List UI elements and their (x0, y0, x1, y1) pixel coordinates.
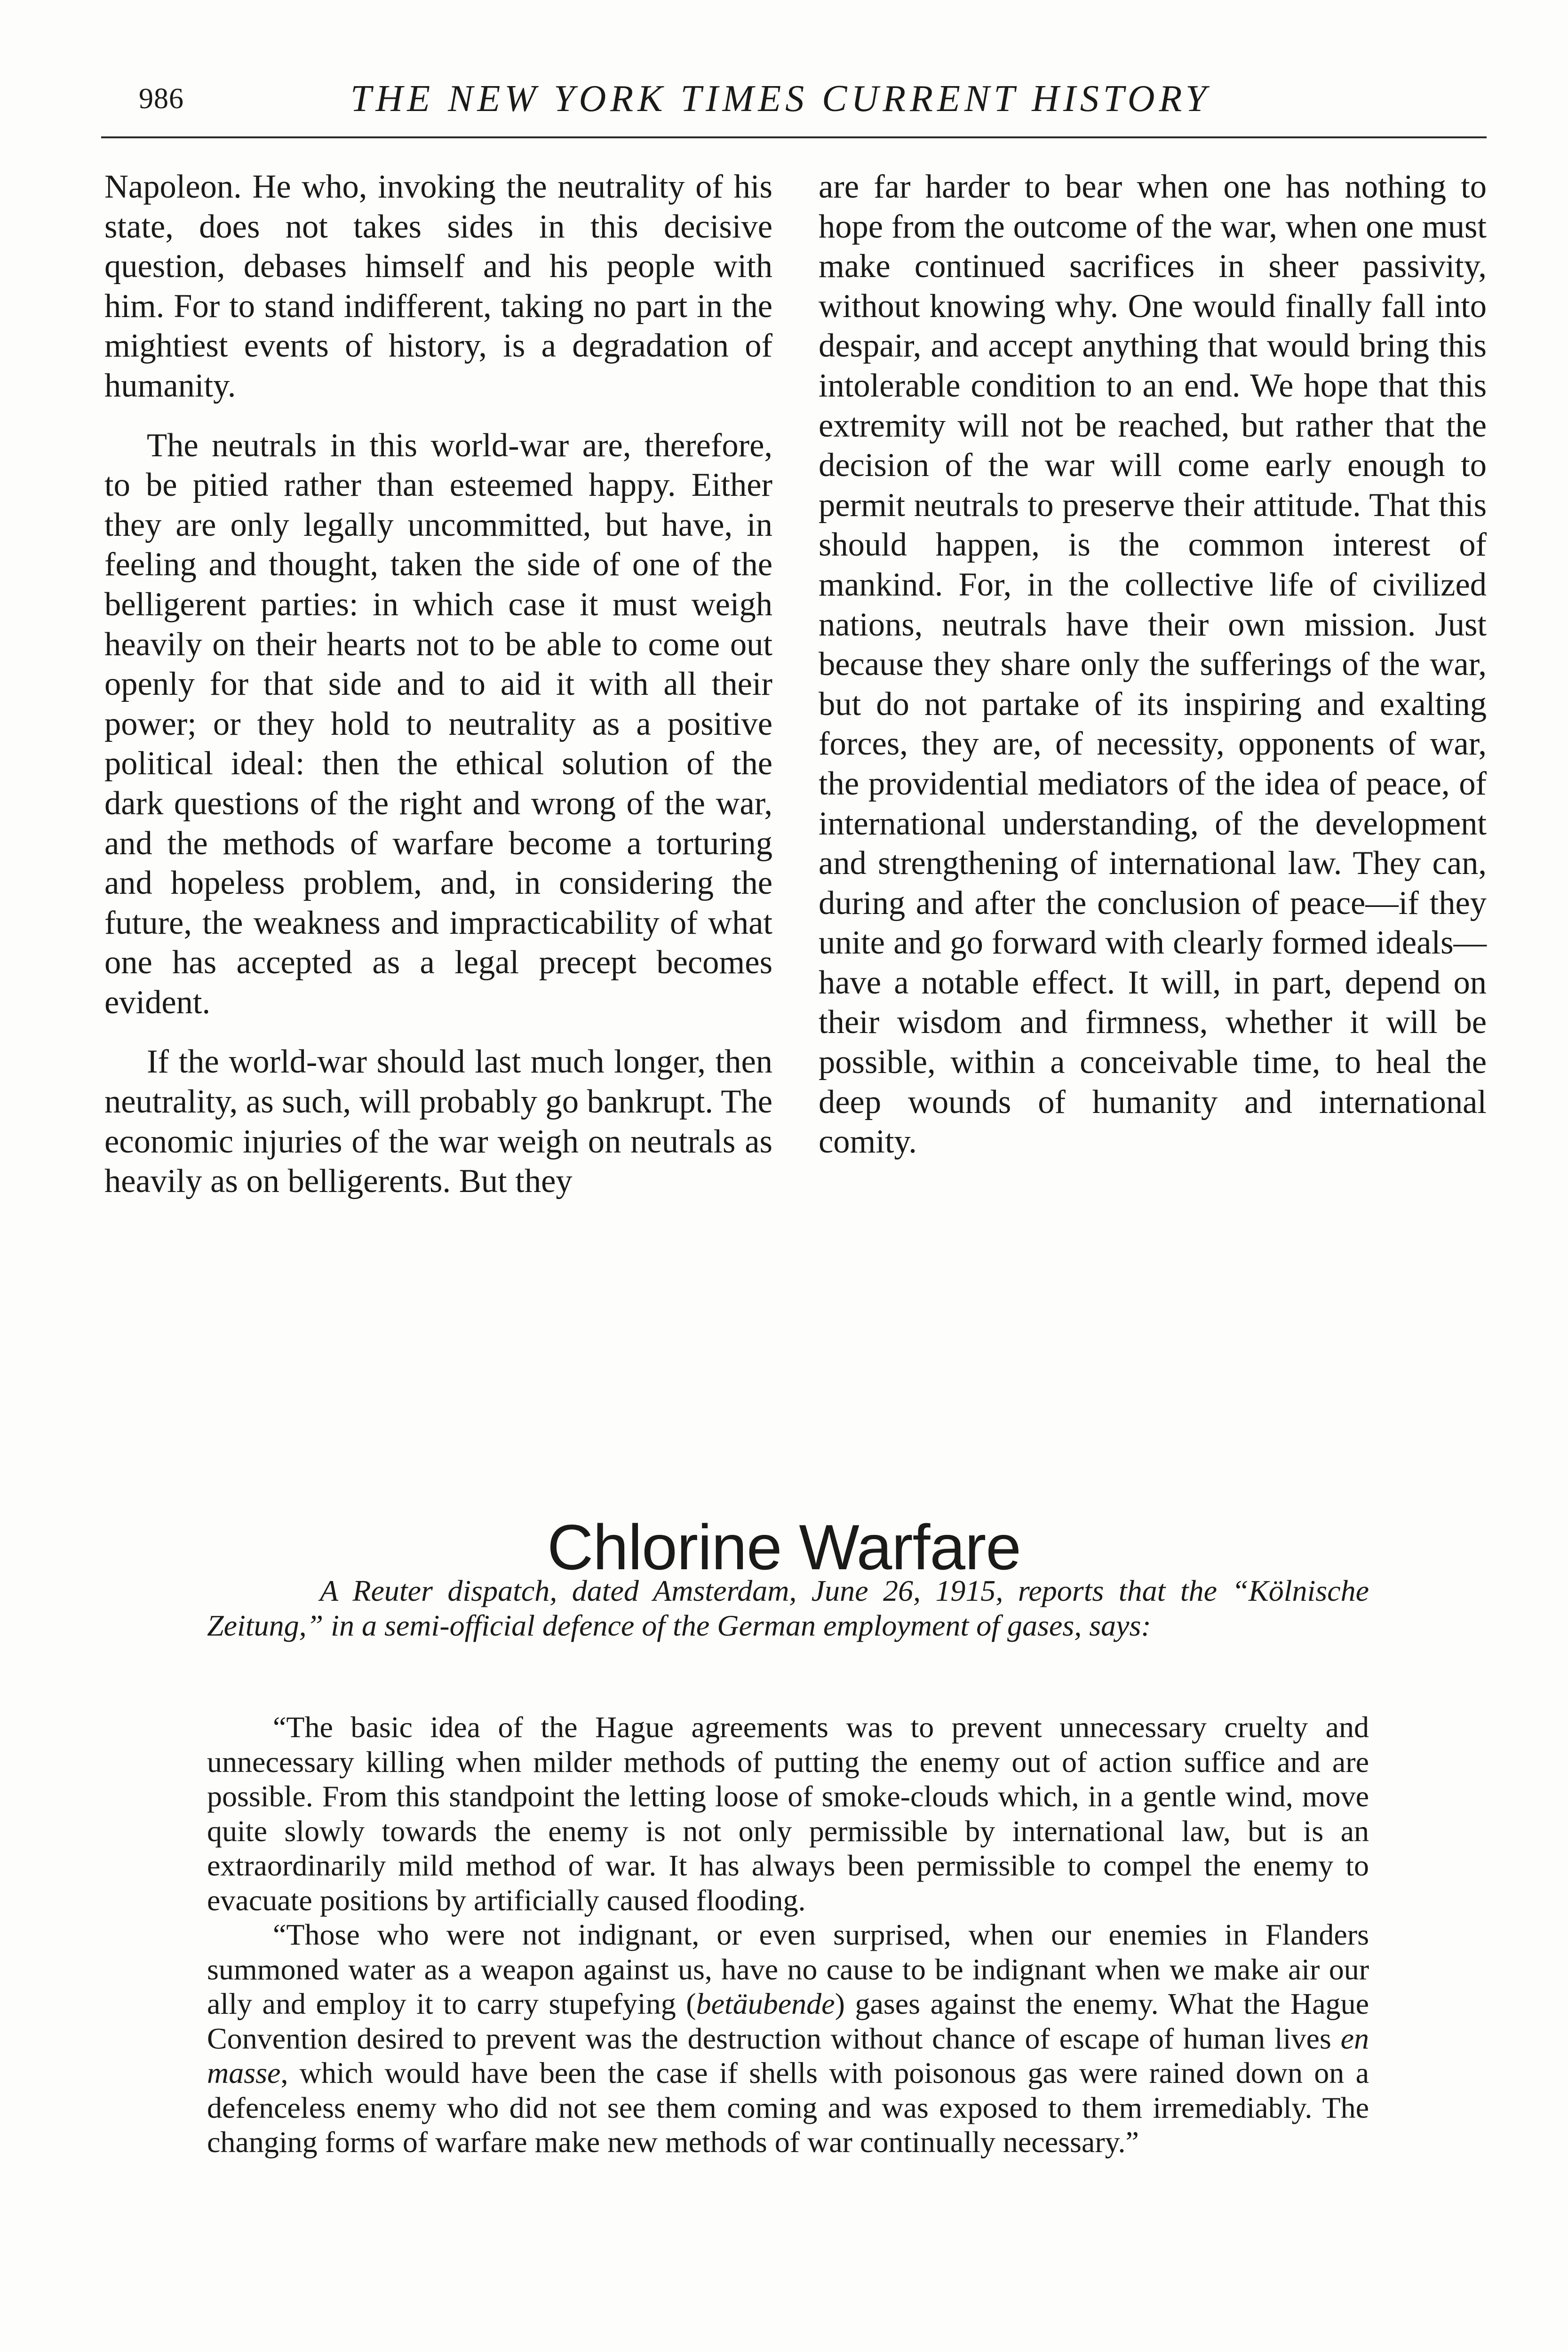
article-body (207, 1710, 1369, 2160)
paragraph-gap (104, 406, 772, 426)
text-run: ) gases against the enemy. What the Hague Convention desired to prevent was the destruction without chance of escape of human lives (207, 1987, 1369, 2055)
header-rule (101, 136, 1487, 138)
page-header (101, 78, 1487, 129)
running-head: THE NEW YORK TIMES CURRENT HISTORY (350, 78, 1211, 119)
article-paragraph-1: “The basic idea of the Hague agreements was to prevent unnecessary cruelty and unnecessary killing when milder methods of putting the enemy out of action suffice and are possible. From this standpoint the letting loose of smoke-clouds which, in a gentle wind, move quite slowly towards the enemy is not only permissible by international law, but is an extraordinarily mild method of war. It has always been permissible to compel the enemy to evacuate positions by artificially caused flooding. (207, 1710, 1369, 1917)
italic-term-en-masse: en masse (207, 2021, 1369, 2090)
text-run: , which would have been the case if shells with poisonous gas were rained down on a defenceless enemy who did not see them coming and was exposed to them irremediably. The changing forms of warfare make new methods of war continually necessary.” (207, 2056, 1369, 2159)
left-paragraph-1: Napoleon. He who, invoking the neutrality of his state, does not takes sides in this decisive question, debases himself and his people with him. For to stand indifferent, taking no part in the mightiest events of history, is a degradation of humanity. (104, 168, 772, 404)
italic-term-betaubende: betäubende (696, 1987, 835, 2020)
article-paragraph-2 (207, 1917, 1369, 2160)
article-intro: A Reuter dispatch, dated Amsterdam, June 26, 1915, reports that the “Kölnische Zeitung,” in a semi-official defence of the German employment of gases, says: (207, 1574, 1369, 1642)
text-run: “Those who were not indignant, or even surprised, when our enemies in Flanders summoned water as a weapon against us, have no cause to be indignant when we make air our ally and employ it to carry stupefying ( (207, 1918, 1369, 2020)
page-number: 986 (139, 83, 184, 115)
right-column (819, 167, 1487, 1162)
left-paragraph-2: The neutrals in this world-war are, therefore, to be pitied rather than esteemed happy. Either they are only legally uncommitted, but have, in feeling and thought, taken the side of one of the belligerent parties: in which case it must weigh heavily on their hearts not to be able to come out openly for that side and to aid it with all their power; or they hold to neutrality as a positive political ideal: then the ethical solution of the dark questions of the right and wrong of the war, and the methods of warfare become a torturing and hopeless problem, and, in considering the future, the weakness and impracticability of what one has accepted as a legal precept becomes evident. (104, 427, 772, 1021)
article-title: Chlorine Warfare (547, 1511, 1021, 1583)
left-column (104, 167, 772, 1201)
right-paragraph-1: are far harder to bear when one has nothing to hope from the outcome of the war, when one must make continued sacrifices in sheer passivity, without knowing why. One would finally fall into despair, and accept anything that would bring this intolerable condition to an end. We hope that this extremity will not be reached, but rather that the decision of the war will come early enough to permit neutrals to preserve their attitude. That this should happen, is the common interest of mankind. For, in the collective life of civilized nations, neutrals have their own mission. Just because they share only the sufferings of the war, but do not partake of its inspiring and exalting forces, they are, of necessity, opponents of war, the providential mediators of the idea of peace, of international understanding, of the development and strengthening of international law. They can, during and after the conclusion of peace—if they unite and go forward with clearly formed ideals—have a notable effect. It will, in part, depend on their wisdom and firmness, whether it will be possible, within a conceivable time, to heal the deep wounds of humanity and international comity. (819, 168, 1487, 1160)
paragraph-gap (104, 1022, 772, 1042)
left-paragraph-3: If the world-war should last much longer, then neutrality, as such, will probably go bankrupt. The economic injuries of the war weigh on neutrals as heavily as on belligerents. But they (104, 1043, 772, 1200)
